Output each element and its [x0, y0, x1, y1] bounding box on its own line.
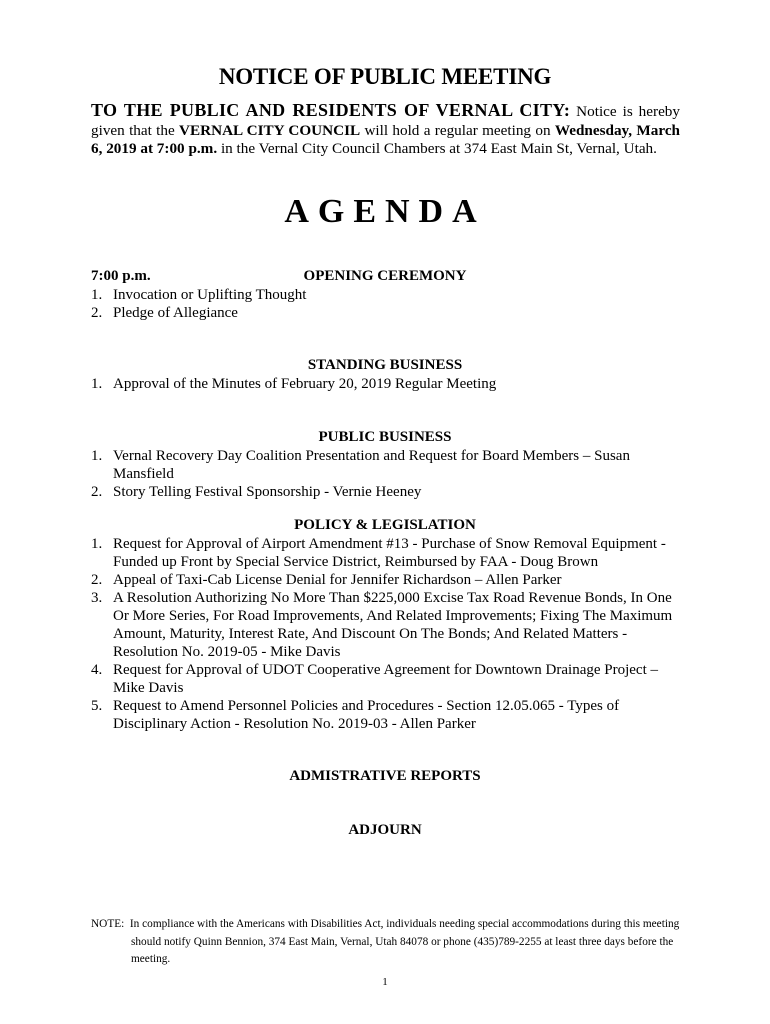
item-text: Invocation or Uplifting Thought [113, 287, 307, 303]
item-number: 1. [91, 376, 103, 392]
note-label: NOTE: [91, 918, 125, 930]
item-number: 2. [91, 484, 103, 500]
item-number: 5. [91, 698, 103, 714]
council-name: VERNAL CITY COUNCIL [179, 121, 361, 139]
item-number: 3. [91, 590, 103, 606]
item-text: Request for Approval of UDOT Cooperative Agreement for Downtown Drainage Project – Mike Davis [113, 662, 659, 696]
page-number: 1 [382, 976, 388, 988]
list-item [91, 535, 681, 571]
note-text: In compliance with the Americans with Disabilities Act, individuals needing special accommodations during this meeting should notify Quinn Bennion, 374 East Main, Vernal, Utah 84078 or phone (435)789-2255 at least three days before the meeting. [129, 918, 680, 965]
list-item [91, 661, 681, 697]
list-item [91, 304, 681, 322]
item-text: Vernal Recovery Day Coalition Presentation and Request for Board Members – Susan Mansfield [113, 448, 630, 482]
item-text: Pledge of Allegiance [113, 305, 238, 321]
item-text: Request to Amend Personnel Policies and Procedures - Section 12.05.065 - Types of Disciplinary Action - Resolution No. 2019-03 - Allen Parker [113, 698, 620, 732]
item-text: Appeal of Taxi-Cab License Denial for Jennifer Richardson – Allen Parker [113, 572, 562, 588]
policy-legislation-heading: POLICY & LEGISLATION [294, 517, 476, 533]
meeting-notice-paragraph [91, 101, 680, 159]
item-text: Story Telling Festival Sponsorship - Vernie Heeney [113, 484, 422, 500]
item-number: 4. [91, 662, 103, 678]
opening-ceremony-list [91, 286, 681, 322]
note-body [91, 916, 681, 969]
opening-ceremony-heading: OPENING CEREMONY [303, 268, 467, 284]
agenda-heading: AGENDA [284, 193, 486, 230]
list-item [91, 571, 681, 589]
standing-business-list [91, 375, 681, 393]
list-item [91, 483, 681, 501]
notice-text-3: in the Vernal City Council Chambers at 374 East Main St, Vernal, Utah. [217, 140, 657, 158]
item-number: 2. [91, 572, 103, 588]
policy-legislation-list [91, 535, 681, 733]
list-item [91, 447, 681, 483]
item-number: 2. [91, 305, 103, 321]
item-number: 1. [91, 536, 103, 552]
item-number: 1. [91, 448, 103, 464]
notice-text-1: Notice is hereby given that the [91, 103, 680, 139]
item-text: A Resolution Authorizing No More Than $225,000 Excise Tax Road Revenue Bonds, In One Or More Series, For Road Improvements, And Related Improvements; Fixing The Maximum Amount, Maturity, Interest Rate, And Discount On The Bonds; And Related Matters - Resolution No. 2019-05 - Mike Davis [113, 590, 673, 660]
list-item [91, 286, 681, 304]
notice-text-2: will hold a regular meeting on [360, 121, 555, 139]
item-number: 1. [91, 287, 103, 303]
meeting-date: Wednesday, March 6, 2019 at 7:00 p.m. [91, 121, 681, 158]
list-item [91, 589, 681, 661]
opening-time: 7:00 p.m. [91, 268, 151, 284]
list-item [91, 375, 681, 393]
ada-note [91, 916, 681, 969]
item-text: Approval of the Minutes of February 20, 2019 Regular Meeting [113, 376, 497, 392]
page-title: NOTICE OF PUBLIC MEETING [218, 64, 552, 89]
adjourn-heading: ADJOURN [348, 822, 422, 838]
public-business-list [91, 447, 681, 501]
notice-lead: TO THE PUBLIC AND RESIDENTS OF VERNAL CITY: [91, 100, 571, 120]
list-item [91, 697, 681, 733]
public-business-heading: PUBLIC BUSINESS [318, 429, 452, 445]
standing-business-heading: STANDING BUSINESS [307, 357, 463, 373]
item-text: Request for Approval of Airport Amendment #13 - Purchase of Snow Removal Equipment - Funded up Front by Special Service District, Reimbursed by FAA - Doug Brown [113, 536, 666, 570]
administrative-reports-heading: ADMISTRATIVE REPORTS [289, 768, 481, 784]
